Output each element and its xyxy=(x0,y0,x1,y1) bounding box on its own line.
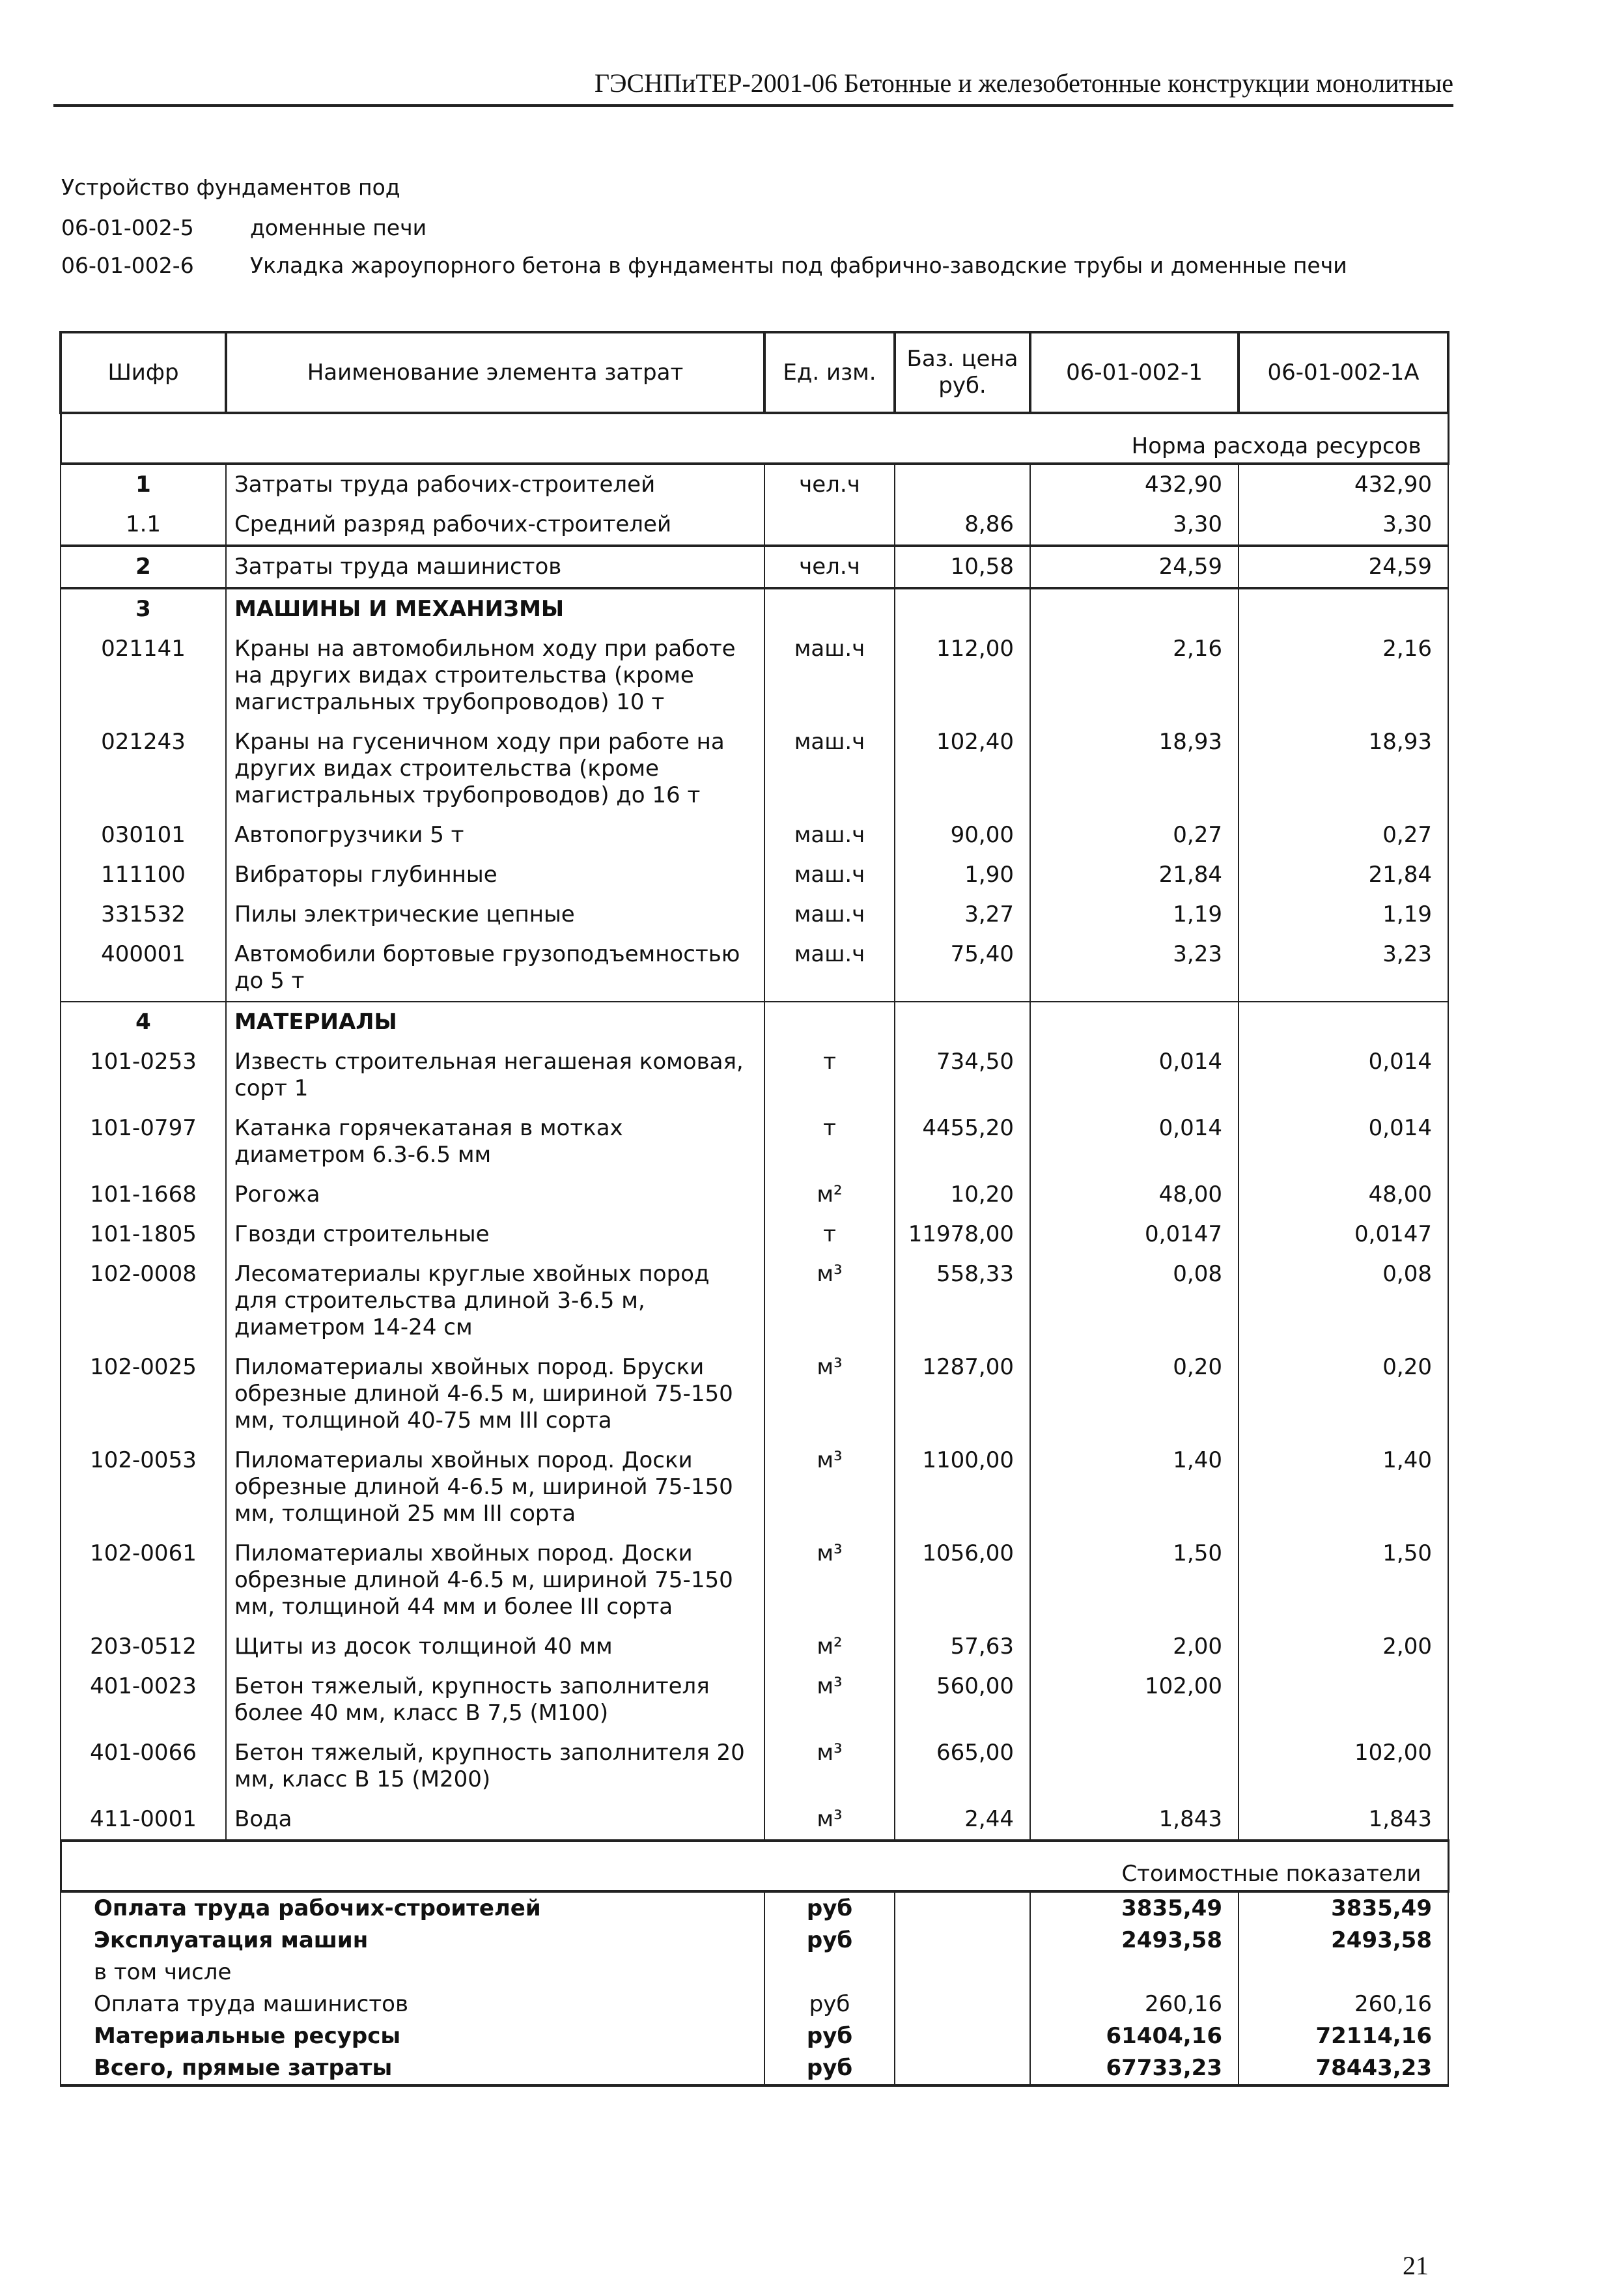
row-price: 4455,20 xyxy=(895,1109,1030,1175)
row-value-1 xyxy=(1030,588,1239,629)
row-code: 102-0061 xyxy=(61,1534,226,1627)
row-unit xyxy=(764,505,895,546)
intro-code: 06-01-002-5 xyxy=(61,215,194,240)
table-row xyxy=(61,1800,1448,1841)
empty-cell xyxy=(895,1988,1030,2020)
row-name: Средний разряд рабочих-строителей xyxy=(226,505,764,546)
row-unit: м² xyxy=(764,1627,895,1667)
row-name: Щиты из досок толщиной 40 мм xyxy=(226,1627,764,1667)
cost-value-2: 78443,23 xyxy=(1239,2052,1448,2085)
row-unit: чел.ч xyxy=(764,464,895,505)
row-unit xyxy=(764,1002,895,1042)
row-value-1: 1,19 xyxy=(1030,895,1239,935)
table-row xyxy=(61,1042,1448,1109)
row-unit: м³ xyxy=(764,1733,895,1800)
row-value-1: 2,16 xyxy=(1030,629,1239,722)
row-name: Бетон тяжелый, крупность заполнителя 20 мм, класс В 15 (М200) xyxy=(226,1733,764,1800)
row-value-2: 0,08 xyxy=(1239,1254,1448,1348)
table-row xyxy=(61,1627,1448,1667)
cost-unit: руб xyxy=(764,1988,895,2020)
row-code: 331532 xyxy=(61,895,226,935)
row-name: Рогожа xyxy=(226,1175,764,1215)
row-name: Пиломатериалы хвойных пород. Доски обрезные длиной 4-6.5 м, шириной 75-150 мм, толщиной 25 мм III сорта xyxy=(226,1441,764,1534)
row-unit: м³ xyxy=(764,1800,895,1841)
row-name: Автопогрузчики 5 т xyxy=(226,815,764,855)
row-unit: чел.ч xyxy=(764,546,895,588)
row-value-1: 0,08 xyxy=(1030,1254,1239,1348)
table-row xyxy=(61,1733,1448,1800)
row-value-1 xyxy=(1030,1733,1239,1800)
row-unit: м³ xyxy=(764,1441,895,1534)
cost-label: Стоимостные показатели xyxy=(61,1841,1448,1891)
row-name: МАШИНЫ И МЕХАНИЗМЫ xyxy=(226,588,764,629)
table-row xyxy=(61,1215,1448,1254)
row-price: 8,86 xyxy=(895,505,1030,546)
cost-unit xyxy=(764,1957,895,1988)
row-code: 102-0053 xyxy=(61,1441,226,1534)
row-unit: т xyxy=(764,1042,895,1109)
row-value-1: 18,93 xyxy=(1030,722,1239,815)
cost-row xyxy=(61,1925,1448,1957)
row-code: 411-0001 xyxy=(61,1800,226,1841)
row-price: 3,27 xyxy=(895,895,1030,935)
table-row xyxy=(61,935,1448,1002)
row-code: 101-0797 xyxy=(61,1109,226,1175)
intro-text: Укладка жароупорного бетона в фундаменты под фабрично-заводские трубы и доменные печи xyxy=(250,253,1347,278)
cost-value-1: 3835,49 xyxy=(1030,1891,1239,1925)
row-name: Затраты труда машинистов xyxy=(226,546,764,588)
row-value-2: 0,27 xyxy=(1239,815,1448,855)
row-value-1: 1,843 xyxy=(1030,1800,1239,1841)
col-header: Ед. изм. xyxy=(764,332,895,413)
table-row xyxy=(61,1109,1448,1175)
row-code: 102-0008 xyxy=(61,1254,226,1348)
row-unit: м³ xyxy=(764,1534,895,1627)
row-code: 111100 xyxy=(61,855,226,895)
row-value-1: 1,40 xyxy=(1030,1441,1239,1534)
cost-value-1: 67733,23 xyxy=(1030,2052,1239,2085)
table-row xyxy=(61,1441,1448,1534)
cost-value-1 xyxy=(1030,1957,1239,1988)
row-value-2: 0,0147 xyxy=(1239,1215,1448,1254)
cost-value-2: 72114,16 xyxy=(1239,2020,1448,2052)
cost-unit: руб xyxy=(764,2052,895,2085)
row-value-2: 432,90 xyxy=(1239,464,1448,505)
row-price: 560,00 xyxy=(895,1667,1030,1733)
cost-row xyxy=(61,1988,1448,2020)
empty-cell xyxy=(895,2020,1030,2052)
row-price xyxy=(895,588,1030,629)
row-value-1: 0,014 xyxy=(1030,1042,1239,1109)
row-value-2: 2,16 xyxy=(1239,629,1448,722)
row-name: Вода xyxy=(226,1800,764,1841)
row-name: Лесоматериалы круглые хвойных пород для строительства длиной 3-6.5 м, диаметром 14-24 см xyxy=(226,1254,764,1348)
row-price xyxy=(895,1002,1030,1042)
row-code: 4 xyxy=(61,1002,226,1042)
norm-label: Норма расхода ресурсов xyxy=(61,413,1448,464)
row-unit: м³ xyxy=(764,1667,895,1733)
table-row xyxy=(61,546,1448,588)
col-header: Баз. цена руб. xyxy=(895,332,1030,413)
row-code: 021141 xyxy=(61,629,226,722)
row-price: 10,58 xyxy=(895,546,1030,588)
row-value-1: 21,84 xyxy=(1030,855,1239,895)
row-code: 2 xyxy=(61,546,226,588)
row-value-2: 3,30 xyxy=(1239,505,1448,546)
row-unit: маш.ч xyxy=(764,629,895,722)
row-price: 734,50 xyxy=(895,1042,1030,1109)
resource-table xyxy=(59,331,1449,2087)
row-price: 2,44 xyxy=(895,1800,1030,1841)
empty-cell xyxy=(895,2052,1030,2085)
row-value-2: 2,00 xyxy=(1239,1627,1448,1667)
row-value-1: 0,014 xyxy=(1030,1109,1239,1175)
row-name: Катанка горячекатаная в мотках диаметром 6.3-6.5 мм xyxy=(226,1109,764,1175)
table-row xyxy=(61,895,1448,935)
row-code: 401-0023 xyxy=(61,1667,226,1733)
row-name: Пиломатериалы хвойных пород. Доски обрезные длиной 4-6.5 м, шириной 75-150 мм, толщиной 44 мм и более III сорта xyxy=(226,1534,764,1627)
cost-row xyxy=(61,1957,1448,1988)
row-price: 90,00 xyxy=(895,815,1030,855)
row-value-2: 1,50 xyxy=(1239,1534,1448,1627)
cost-value-1: 260,16 xyxy=(1030,1988,1239,2020)
row-value-1: 0,20 xyxy=(1030,1348,1239,1441)
row-value-1: 24,59 xyxy=(1030,546,1239,588)
row-value-1: 2,00 xyxy=(1030,1627,1239,1667)
row-value-1: 3,30 xyxy=(1030,505,1239,546)
cost-band xyxy=(61,1841,1448,1891)
row-price: 665,00 xyxy=(895,1733,1030,1800)
row-name: Пиломатериалы хвойных пород. Бруски обрезные длиной 4-6.5 м, шириной 75-150 мм, толщиной 40-75 мм III сорта xyxy=(226,1348,764,1441)
row-value-2: 1,40 xyxy=(1239,1441,1448,1534)
cost-value-2: 260,16 xyxy=(1239,1988,1448,2020)
row-name: МАТЕРИАЛЫ xyxy=(226,1002,764,1042)
intro-code: 06-01-002-6 xyxy=(61,253,194,278)
cost-label: Оплата труда рабочих-строителей xyxy=(61,1891,764,1925)
empty-cell xyxy=(895,1891,1030,1925)
row-price: 1287,00 xyxy=(895,1348,1030,1441)
row-value-2: 1,843 xyxy=(1239,1800,1448,1841)
table-row xyxy=(61,1348,1448,1441)
row-price xyxy=(895,464,1030,505)
row-value-1: 1,50 xyxy=(1030,1534,1239,1627)
row-unit xyxy=(764,588,895,629)
row-value-2: 24,59 xyxy=(1239,546,1448,588)
table-row xyxy=(61,1175,1448,1215)
row-price: 57,63 xyxy=(895,1627,1030,1667)
row-code: 021243 xyxy=(61,722,226,815)
row-unit: м² xyxy=(764,1175,895,1215)
row-unit: м³ xyxy=(764,1254,895,1348)
row-value-2: 21,84 xyxy=(1239,855,1448,895)
cost-unit: руб xyxy=(764,1891,895,1925)
cost-value-2: 2493,58 xyxy=(1239,1925,1448,1957)
row-code: 203-0512 xyxy=(61,1627,226,1667)
row-unit: маш.ч xyxy=(764,815,895,855)
row-unit: т xyxy=(764,1109,895,1175)
row-unit: маш.ч xyxy=(764,895,895,935)
norm-band xyxy=(61,413,1448,464)
row-unit: маш.ч xyxy=(764,855,895,895)
cost-row xyxy=(61,1891,1448,1925)
empty-cell xyxy=(895,1957,1030,1988)
empty-cell xyxy=(895,1925,1030,1957)
row-name: Затраты труда рабочих-строителей xyxy=(226,464,764,505)
row-name: Известь строительная негашеная комовая, сорт 1 xyxy=(226,1042,764,1109)
cost-label: Всего, прямые затраты xyxy=(61,2052,764,2085)
cost-row xyxy=(61,2020,1448,2052)
row-unit: маш.ч xyxy=(764,722,895,815)
row-name: Бетон тяжелый, крупность заполнителя более 40 мм, класс В 7,5 (М100) xyxy=(226,1667,764,1733)
row-value-1: 102,00 xyxy=(1030,1667,1239,1733)
row-unit: маш.ч xyxy=(764,935,895,1002)
page-number: 21 xyxy=(1403,2251,1429,2280)
row-value-1: 0,27 xyxy=(1030,815,1239,855)
row-code: 102-0025 xyxy=(61,1348,226,1441)
cost-row xyxy=(61,2052,1448,2085)
table-row xyxy=(61,464,1448,505)
col-header: 06-01-002-1А xyxy=(1239,332,1448,413)
running-header: ГЭСНПиТЕР-2001-06 Бетонные и железобетонные конструкции монолитные xyxy=(53,65,1453,107)
row-name: Краны на автомобильном ходу при работе на других видах строительства (кроме магистральных трубопроводов) 10 т xyxy=(226,629,764,722)
cost-value-2: 3835,49 xyxy=(1239,1891,1448,1925)
row-code: 3 xyxy=(61,588,226,629)
cost-label: Оплата труда машинистов xyxy=(61,1988,764,2020)
row-value-1: 432,90 xyxy=(1030,464,1239,505)
intro-item xyxy=(61,253,1347,278)
cost-label: Эксплуатация машин xyxy=(61,1925,764,1957)
table-row xyxy=(61,505,1448,546)
row-price: 1,90 xyxy=(895,855,1030,895)
row-value-1 xyxy=(1030,1002,1239,1042)
row-price: 1100,00 xyxy=(895,1441,1030,1534)
row-value-2: 3,23 xyxy=(1239,935,1448,1002)
row-code: 101-1805 xyxy=(61,1215,226,1254)
row-value-1: 48,00 xyxy=(1030,1175,1239,1215)
row-unit: т xyxy=(764,1215,895,1254)
table-header-row xyxy=(61,332,1448,413)
col-header: 06-01-002-1 xyxy=(1030,332,1239,413)
row-name: Краны на гусеничном ходу при работе на других видах строительства (кроме магистральных трубопроводов) до 16 т xyxy=(226,722,764,815)
intro-item xyxy=(61,215,427,240)
table-row xyxy=(61,855,1448,895)
row-name: Автомобили бортовые грузоподъемностью до 5 т xyxy=(226,935,764,1002)
col-header: Шифр xyxy=(61,332,226,413)
table-row xyxy=(61,1254,1448,1348)
row-price: 558,33 xyxy=(895,1254,1030,1348)
row-name: Пилы электрические цепные xyxy=(226,895,764,935)
row-code: 101-0253 xyxy=(61,1042,226,1109)
row-price: 10,20 xyxy=(895,1175,1030,1215)
row-value-2: 0,20 xyxy=(1239,1348,1448,1441)
row-price: 75,40 xyxy=(895,935,1030,1002)
table-row xyxy=(61,722,1448,815)
section-row xyxy=(61,588,1448,629)
row-code: 401-0066 xyxy=(61,1733,226,1800)
row-value-2: 102,00 xyxy=(1239,1733,1448,1800)
cost-label: в том числе xyxy=(61,1957,764,1988)
row-value-2 xyxy=(1239,1667,1448,1733)
row-code: 101-1668 xyxy=(61,1175,226,1215)
row-value-2 xyxy=(1239,1002,1448,1042)
row-code: 1.1 xyxy=(61,505,226,546)
row-code: 030101 xyxy=(61,815,226,855)
col-header: Наименование элемента затрат xyxy=(226,332,764,413)
cost-label: Материальные ресурсы xyxy=(61,2020,764,2052)
row-price: 102,40 xyxy=(895,722,1030,815)
table-row xyxy=(61,1534,1448,1627)
row-value-2: 0,014 xyxy=(1239,1042,1448,1109)
row-value-2: 48,00 xyxy=(1239,1175,1448,1215)
row-value-1: 3,23 xyxy=(1030,935,1239,1002)
cost-value-1: 61404,16 xyxy=(1030,2020,1239,2052)
row-value-2: 1,19 xyxy=(1239,895,1448,935)
cost-value-2 xyxy=(1239,1957,1448,1988)
row-price: 112,00 xyxy=(895,629,1030,722)
row-value-2: 0,014 xyxy=(1239,1109,1448,1175)
table-row xyxy=(61,815,1448,855)
row-value-2 xyxy=(1239,588,1448,629)
row-value-2: 18,93 xyxy=(1239,722,1448,815)
cost-unit: руб xyxy=(764,2020,895,2052)
row-unit: м³ xyxy=(764,1348,895,1441)
cost-value-1: 2493,58 xyxy=(1030,1925,1239,1957)
intro-line: Устройство фундаментов под xyxy=(61,175,400,200)
table-row xyxy=(61,629,1448,722)
row-price: 1056,00 xyxy=(895,1534,1030,1627)
row-code: 1 xyxy=(61,464,226,505)
row-name: Гвозди строительные xyxy=(226,1215,764,1254)
cost-unit: руб xyxy=(764,1925,895,1957)
row-name: Вибраторы глубинные xyxy=(226,855,764,895)
intro-text: доменные печи xyxy=(250,215,427,240)
table-row xyxy=(61,1667,1448,1733)
row-value-1: 0,0147 xyxy=(1030,1215,1239,1254)
row-price: 11978,00 xyxy=(895,1215,1030,1254)
section-row xyxy=(61,1002,1448,1042)
row-code: 400001 xyxy=(61,935,226,1002)
